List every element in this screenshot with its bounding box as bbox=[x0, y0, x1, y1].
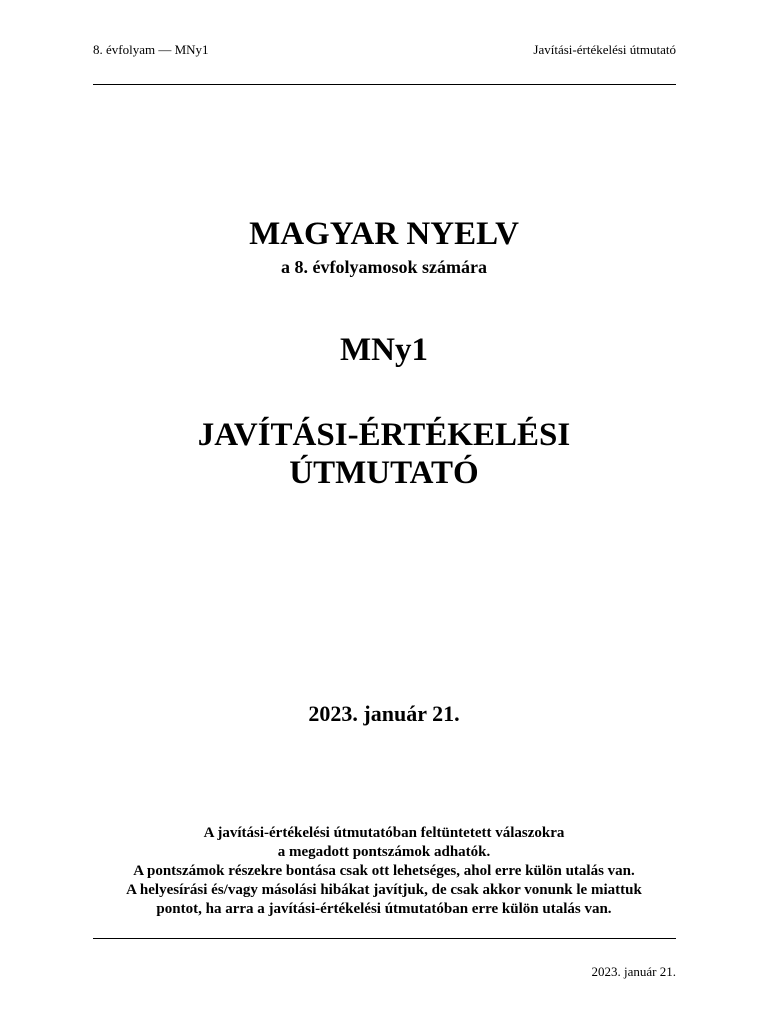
instruction-line: A helyesírási és/vagy másolási hibákat javítjuk, de csak akkor vonunk le miattuk bbox=[126, 882, 642, 898]
document-title: MAGYAR NYELV bbox=[249, 216, 519, 252]
guide-title-line-1: JAVÍTÁSI-ÉRTÉKELÉSI bbox=[197, 417, 571, 453]
exam-date: 2023. január 21. bbox=[308, 701, 460, 726]
footer-divider bbox=[93, 938, 676, 939]
header-right-text: Javítási-értékelési útmutató bbox=[533, 42, 676, 57]
guide-title bbox=[0, 416, 768, 492]
instruction-line: pontot, ha arra a javítási-értékelési útmutatóban erre külön utalás van. bbox=[156, 901, 612, 917]
instruction-line: A pontszámok részekre bontása csak ott lehetséges, ahol erre külön utalás van. bbox=[133, 863, 635, 879]
document-code: MNy1 bbox=[340, 332, 428, 368]
instruction-line: a megadott pontszámok adhatók. bbox=[277, 844, 491, 860]
footer-date: 2023. január 21. bbox=[591, 964, 676, 979]
header-divider bbox=[93, 84, 676, 85]
header-left-text: 8. évfolyam — MNy1 bbox=[93, 42, 209, 57]
instruction-line: A javítási-értékelési útmutatóban feltüntetett válaszokra bbox=[203, 825, 565, 841]
guide-title-line-2: ÚTMUTATÓ bbox=[289, 455, 479, 491]
instructions-block bbox=[0, 824, 768, 919]
document-subtitle: a 8. évfolyamosok számára bbox=[281, 257, 487, 277]
page-header bbox=[93, 42, 676, 62]
